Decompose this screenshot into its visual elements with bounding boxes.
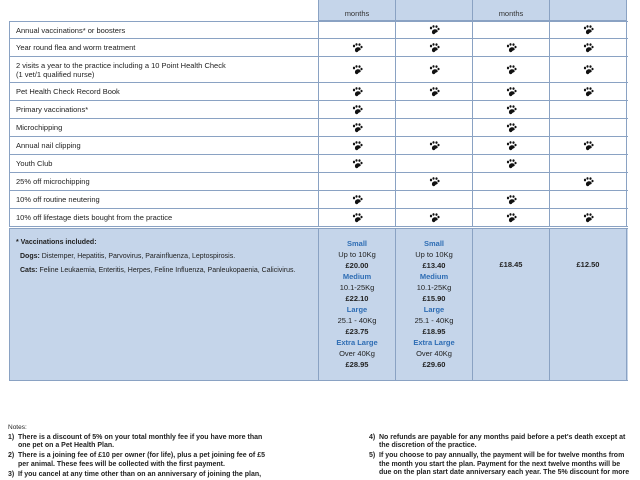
plan-cell <box>472 191 549 208</box>
note-number: 4) <box>369 434 376 441</box>
plan-column-header-1: months <box>318 0 395 21</box>
paw-print-icon <box>429 141 440 151</box>
paw-print-icon <box>429 87 440 97</box>
plan-cell <box>318 173 395 190</box>
plan-cell <box>395 39 472 56</box>
plan-cell <box>549 119 627 136</box>
plan-cell <box>395 209 472 226</box>
pricing-column-1 <box>318 229 395 380</box>
plan-cell <box>395 191 472 208</box>
plan-cell <box>472 83 549 100</box>
weight-range: 25.1 - 40Kg <box>414 316 454 325</box>
note-number: 2) <box>8 452 15 460</box>
feature-label <box>9 101 318 118</box>
paw-print-icon <box>506 159 517 169</box>
plan-cell <box>318 119 395 136</box>
flat-price: £12.50 <box>576 260 600 269</box>
size-label: Medium <box>342 272 372 281</box>
note-text: If you choose to pay annually, the payment will be for twelve months from the month you start the plan. Payment for the next twelve months will be due on the plan start date anniversary each year. The 5% discount for more <box>379 452 630 476</box>
feature-label-text: Youth Club <box>16 159 53 168</box>
paw-print-icon <box>583 25 594 35</box>
feature-label-text: Annual nail clipping <box>16 141 81 150</box>
plan-cell <box>395 137 472 154</box>
plan-cell <box>549 137 627 154</box>
table-row <box>9 209 628 227</box>
plan-cell <box>318 83 395 100</box>
plan-cell <box>395 155 472 172</box>
weight-range: 10.1-25Kg <box>339 283 375 292</box>
feature-label <box>9 191 318 208</box>
tier-price: £29.60 <box>422 360 446 369</box>
paw-print-icon <box>583 141 594 151</box>
plan-cell <box>395 101 472 118</box>
plan-cell <box>472 209 549 226</box>
plan-column-header-3: months <box>472 0 549 21</box>
plan-cell <box>549 57 627 82</box>
feature-label <box>9 57 318 82</box>
plan-cell <box>395 173 472 190</box>
plan-cell <box>549 101 627 118</box>
feature-label-text: 10% off routine neutering <box>16 195 100 204</box>
pricing-column-2 <box>395 229 472 380</box>
tier-price: £13.40 <box>422 261 446 270</box>
table-row <box>9 191 628 209</box>
paw-print-icon <box>506 43 517 53</box>
plan-cell <box>549 191 627 208</box>
feature-label-text: Pet Health Check Record Book <box>16 87 120 96</box>
feature-label-text: 2 visits a year to the practice including a 10 Point Health Check <box>16 60 226 70</box>
table-row <box>9 57 628 83</box>
feature-label-text: Year round flea and worm treatment <box>16 43 136 52</box>
paw-print-icon <box>429 213 440 223</box>
size-label: Large <box>346 305 368 314</box>
paw-print-icon <box>506 105 517 115</box>
table-row <box>9 39 628 57</box>
feature-label <box>9 209 318 226</box>
feature-label <box>9 119 318 136</box>
paw-print-icon <box>429 65 440 75</box>
plan-cell <box>318 137 395 154</box>
note-item <box>8 452 273 468</box>
note-text: There is a joining fee of £10 per owner (for life), plus a pet joining fee of £5 per animal. These fees will be collected with the first payment. <box>18 452 265 468</box>
size-label: Large <box>423 305 445 314</box>
feature-label-text: 25% off microchipping <box>16 177 90 186</box>
feature-label-text: Microchipping <box>16 123 63 132</box>
plan-column-header-2 <box>395 0 472 21</box>
size-label: Medium <box>419 272 449 281</box>
size-label: Small <box>346 239 367 248</box>
plan-cell <box>549 39 627 56</box>
table-row <box>9 21 628 39</box>
tier-price: £23.75 <box>345 327 369 336</box>
plan-cell <box>549 173 627 190</box>
note-item <box>369 434 634 450</box>
plan-cell <box>549 155 627 172</box>
table-row <box>9 137 628 155</box>
pricing-column-3 <box>472 229 549 380</box>
plan-cell <box>472 155 549 172</box>
feature-label-text: Primary vaccinations* <box>16 105 89 114</box>
pricing-row <box>9 228 628 381</box>
dogs-label: Dogs: <box>20 253 40 260</box>
paw-print-icon <box>429 177 440 187</box>
feature-label-text: 10% off lifestage diets bought from the practice <box>16 213 173 222</box>
paw-print-icon <box>583 43 594 53</box>
cats-label: Cats: <box>20 267 38 274</box>
paw-print-icon <box>506 87 517 97</box>
vaccinations-heading: * Vaccinations included: <box>16 239 97 246</box>
note-item <box>369 452 634 477</box>
note-text: If you cancel at any time other than on an anniversary of joining the plan, <box>18 470 262 478</box>
paw-print-icon <box>352 65 363 75</box>
dogs-text: Distemper, Hepatitis, Parvovirus, Parainfluenza, Leptospirosis. <box>39 253 236 260</box>
paw-print-icon <box>352 43 363 53</box>
weight-range: Over 40Kg <box>416 349 452 358</box>
paw-print-icon <box>583 65 594 75</box>
plan-cell <box>395 57 472 82</box>
tier-price: £22.10 <box>345 294 369 303</box>
note-text: There is a discount of 5% on your total monthly fee if you have more than one pet on a Pet Health Plan. <box>18 434 263 450</box>
paw-print-icon <box>506 213 517 223</box>
cats-text: Feline Leukaemia, Enteritis, Herpes, Feline Influenza, Panleukopaenia, Calicivirus. <box>37 267 296 274</box>
weight-range: Up to 10Kg <box>338 250 376 259</box>
pricing-column-4 <box>549 229 627 380</box>
plan-cell <box>395 119 472 136</box>
flat-price: £18.45 <box>499 260 523 269</box>
size-label: Extra Large <box>336 338 378 347</box>
vaccinations-cats <box>16 266 318 275</box>
plan-cell <box>472 57 549 82</box>
paw-print-icon <box>583 177 594 187</box>
paw-print-icon <box>583 87 594 97</box>
plan-cell <box>472 173 549 190</box>
note-item <box>8 434 273 450</box>
plan-cell <box>472 101 549 118</box>
notes-column-right <box>369 434 634 479</box>
weight-range: Up to 10Kg <box>415 250 453 259</box>
plan-cell <box>395 83 472 100</box>
paw-print-icon <box>352 87 363 97</box>
vaccinations-dogs <box>16 252 318 261</box>
table-row <box>9 155 628 173</box>
paw-print-icon <box>352 195 363 205</box>
table-row <box>9 83 628 101</box>
table-row <box>9 119 628 137</box>
plan-cell <box>472 119 549 136</box>
tier-price: £18.95 <box>422 327 446 336</box>
table-row <box>9 173 628 191</box>
plan-cell <box>318 22 395 38</box>
feature-label-text: Annual vaccinations* or boosters <box>16 25 126 35</box>
paw-print-icon <box>506 195 517 205</box>
notes-column-left <box>8 434 273 480</box>
plan-cell <box>549 22 627 38</box>
plan-cell <box>395 22 472 38</box>
plan-cell <box>549 83 627 100</box>
paw-print-icon <box>352 213 363 223</box>
tier-price: £15.90 <box>422 294 446 303</box>
note-number: 1) <box>8 434 15 441</box>
plan-cell <box>472 22 549 38</box>
tier-price: £28.95 <box>345 360 369 369</box>
plan-cell <box>549 209 627 226</box>
note-number: 3) <box>8 470 15 478</box>
plan-cell <box>318 191 395 208</box>
tier-price: £20.00 <box>345 261 369 270</box>
paw-print-icon <box>352 141 363 151</box>
paw-print-icon <box>583 213 594 223</box>
paw-print-icon <box>429 25 440 35</box>
weight-range: 25.1 - 40Kg <box>337 316 377 325</box>
feature-label <box>9 22 318 38</box>
weight-range: Over 40Kg <box>339 349 375 358</box>
feature-label <box>9 83 318 100</box>
paw-print-icon <box>352 123 363 133</box>
plan-cell <box>472 137 549 154</box>
note-number: 5) <box>369 452 376 460</box>
plan-column-header-4 <box>549 0 627 21</box>
note-text: No refunds are payable for any months paid before a pet's death except at the discretion of the practice. <box>379 434 626 450</box>
paw-print-icon <box>506 141 517 151</box>
feature-label <box>9 137 318 154</box>
note-item <box>8 471 273 479</box>
paw-print-icon <box>506 123 517 133</box>
plan-cell <box>318 57 395 82</box>
weight-range: 10.1-25Kg <box>416 283 452 292</box>
plan-header-row <box>318 0 627 21</box>
feature-label <box>9 155 318 172</box>
table-row <box>9 101 628 119</box>
notes-section <box>8 424 632 478</box>
size-label: Extra Large <box>413 338 455 347</box>
feature-label <box>9 173 318 190</box>
vaccinations-included <box>9 229 318 380</box>
feature-label <box>9 39 318 56</box>
plan-cell <box>318 101 395 118</box>
plan-cell <box>318 39 395 56</box>
plan-cell <box>318 155 395 172</box>
features-table <box>9 21 628 227</box>
paw-print-icon <box>506 65 517 75</box>
plan-cell <box>318 209 395 226</box>
size-label: Small <box>423 239 444 248</box>
paw-print-icon <box>352 105 363 115</box>
paw-print-icon <box>429 43 440 53</box>
notes-title: Notes: <box>8 424 27 431</box>
paw-print-icon <box>352 159 363 169</box>
plan-cell <box>472 39 549 56</box>
feature-label-text: (1 vet/1 qualified nurse) <box>16 69 95 79</box>
